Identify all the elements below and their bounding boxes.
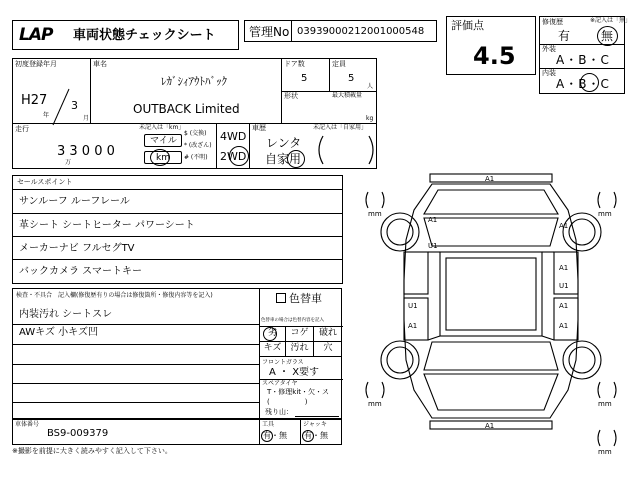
damage-mark: A1 <box>428 216 438 224</box>
month-unit: 月 <box>83 115 90 122</box>
mileage-note: 未記入は「km」 <box>139 124 185 131</box>
score-label: 評価点 <box>451 19 484 32</box>
spare-tire-options: T・修理kit・欠・ス <box>267 388 330 396</box>
usage-parenthesis <box>313 132 379 168</box>
damage-mark: U1 <box>428 242 438 250</box>
chassis-number: BS9-009379 <box>47 428 109 439</box>
selling-points-label: セールスポイント <box>17 178 73 186</box>
repair-history-note: ※記入は「無」 <box>590 17 632 24</box>
change-option-1: $ (交換) <box>184 130 207 137</box>
damage-mark: A1 <box>408 322 418 330</box>
management-number: 03939000212001000548 <box>297 26 425 37</box>
jack-label: ジャッキ <box>303 421 327 428</box>
drive-4wd: 4WD <box>220 130 247 143</box>
color-change-checkbox <box>276 293 286 303</box>
symbol-cell: 破れ <box>314 327 342 342</box>
symbol-cell: 汚れ <box>286 342 314 357</box>
tread-unit: mm <box>368 400 382 408</box>
damage-mark: U1 <box>559 282 569 290</box>
tread-unit: mm <box>598 210 612 218</box>
km-option: km <box>144 151 182 164</box>
mileage-value: 3 3 0 0 0 <box>57 144 115 159</box>
remaining-label: 残り山： <box>265 408 293 416</box>
car-name-label: 車名 <box>93 60 107 68</box>
damage-mark: A1 <box>559 322 569 330</box>
repair-yes: 有 <box>558 29 571 43</box>
inspection-box <box>12 288 342 419</box>
management-label: 管理No <box>249 25 290 39</box>
spare-tire-label: スペアタイヤ <box>262 380 298 387</box>
windshield-label: フロントガラス <box>262 359 304 366</box>
damage-mark: A1 <box>559 302 569 310</box>
color-change-note: 色替車の場合は色替内容を記入 <box>261 318 324 323</box>
logo: LAP <box>19 25 53 45</box>
capacity-value: 5 <box>348 73 355 84</box>
2wd-circle <box>229 146 249 166</box>
tools-label: 工具 <box>262 421 275 428</box>
year-unit: 年 <box>43 112 50 119</box>
slash-divider <box>51 87 71 127</box>
usage-private: 自家用 <box>265 152 302 166</box>
usage-note: 未記入は「自家用」 <box>313 124 368 131</box>
score-box <box>446 16 536 75</box>
symbol-cell: キズ <box>260 342 286 357</box>
reg-label: 初度登録年月 <box>15 60 57 68</box>
tread-unit: mm <box>598 448 612 456</box>
spare-tire-paren: ( ) <box>267 398 308 406</box>
repair-history-label: 修復歴 <box>542 18 563 26</box>
shape-label: 形状 <box>284 92 298 100</box>
doors-value: 5 <box>301 73 308 84</box>
doors-label: ドア数 <box>284 60 305 68</box>
reg-month: 3 <box>71 99 78 112</box>
damage-mark: A1 <box>485 422 495 430</box>
repair-no: 無 <box>601 29 614 43</box>
vehicle-info-box <box>12 58 377 169</box>
car-grade: OUTBACK Limited <box>133 102 240 116</box>
change-option-3: # (不明) <box>184 154 208 161</box>
tools-yes-circle <box>261 430 273 442</box>
management-box <box>244 20 437 42</box>
exterior-label: 外装 <box>542 45 556 53</box>
inspection-item-2: AWキズ 小キズ凹 <box>19 327 98 338</box>
capacity-unit: 人 <box>367 83 374 90</box>
damage-mark: A1 <box>559 264 569 272</box>
damage-mark: U1 <box>408 302 418 310</box>
logo-title-box <box>12 20 239 50</box>
chassis-label: 車体番号 <box>15 421 40 428</box>
grade-box <box>539 16 632 94</box>
reg-era: H27 <box>21 93 48 108</box>
damage-mark: A1 <box>485 175 495 183</box>
color-change-label: 色替車 <box>289 292 322 305</box>
tools-value: 有・無 <box>263 431 287 440</box>
chassis-box <box>12 419 342 445</box>
selling-points-box <box>12 175 343 284</box>
tread-unit: mm <box>598 400 612 408</box>
score-value: 4.5 <box>473 42 516 70</box>
private-circle <box>287 150 305 168</box>
tread-unit: mm <box>368 210 382 218</box>
symbol-cell: 劣 <box>260 327 286 342</box>
jack-yes-circle <box>302 430 314 442</box>
inspection-item-1: 内装汚れ シートスレ <box>19 309 113 320</box>
exterior-grade: A・B・C <box>556 53 610 67</box>
jack-value: 有・無 <box>304 431 328 440</box>
interior-label: 内装 <box>542 69 556 77</box>
symbol-cell: コゲ <box>286 327 314 342</box>
km-circle <box>150 149 170 166</box>
interior-grade: A・B・C <box>556 77 610 91</box>
selling-point-3: メーカーナビ フルセグTV <box>19 243 135 254</box>
drive-2wd: 2WD <box>220 150 247 163</box>
change-option-2: * (改ざん) <box>184 142 212 149</box>
inspection-label: 検査・不具合 記入欄(修復歴有りの場合は修復箇所・修復内容等を記入) <box>16 292 213 299</box>
footer-note: ※撮影を前提に大きく読みやすく記入して下さい。 <box>12 447 172 455</box>
symbol-cell: 穴 <box>314 342 342 357</box>
car-name: ﾚｶﾞｼｨｱｳﾄﾊﾞｯｸ <box>161 75 227 88</box>
interior-b-circle <box>580 73 599 92</box>
max-load-label: 最大積載量 <box>332 92 363 99</box>
selling-point-4: バックカメラ スマートキー <box>19 266 142 277</box>
selling-point-1: サンルーフ ルーフレール <box>19 196 130 207</box>
capacity-label: 定員 <box>332 60 346 68</box>
usage-rental: レンタ <box>266 136 302 150</box>
mileage-label: 走行 <box>15 125 29 133</box>
windshield-value: A ・ X要す <box>269 367 320 378</box>
mile-option: マイル <box>144 134 182 147</box>
selling-point-2: 革シート シートヒーター パワーシート <box>19 220 195 231</box>
repair-no-circle <box>597 26 618 46</box>
damage-mark: A1 <box>559 222 569 230</box>
car-damage-diagram <box>352 170 632 470</box>
max-load-unit: kg <box>366 115 374 122</box>
page-title: 車両状態チェックシート <box>73 28 216 43</box>
usage-label: 車歴 <box>252 124 266 132</box>
symbol-circle <box>263 327 277 341</box>
man-unit: 万 <box>65 159 72 166</box>
